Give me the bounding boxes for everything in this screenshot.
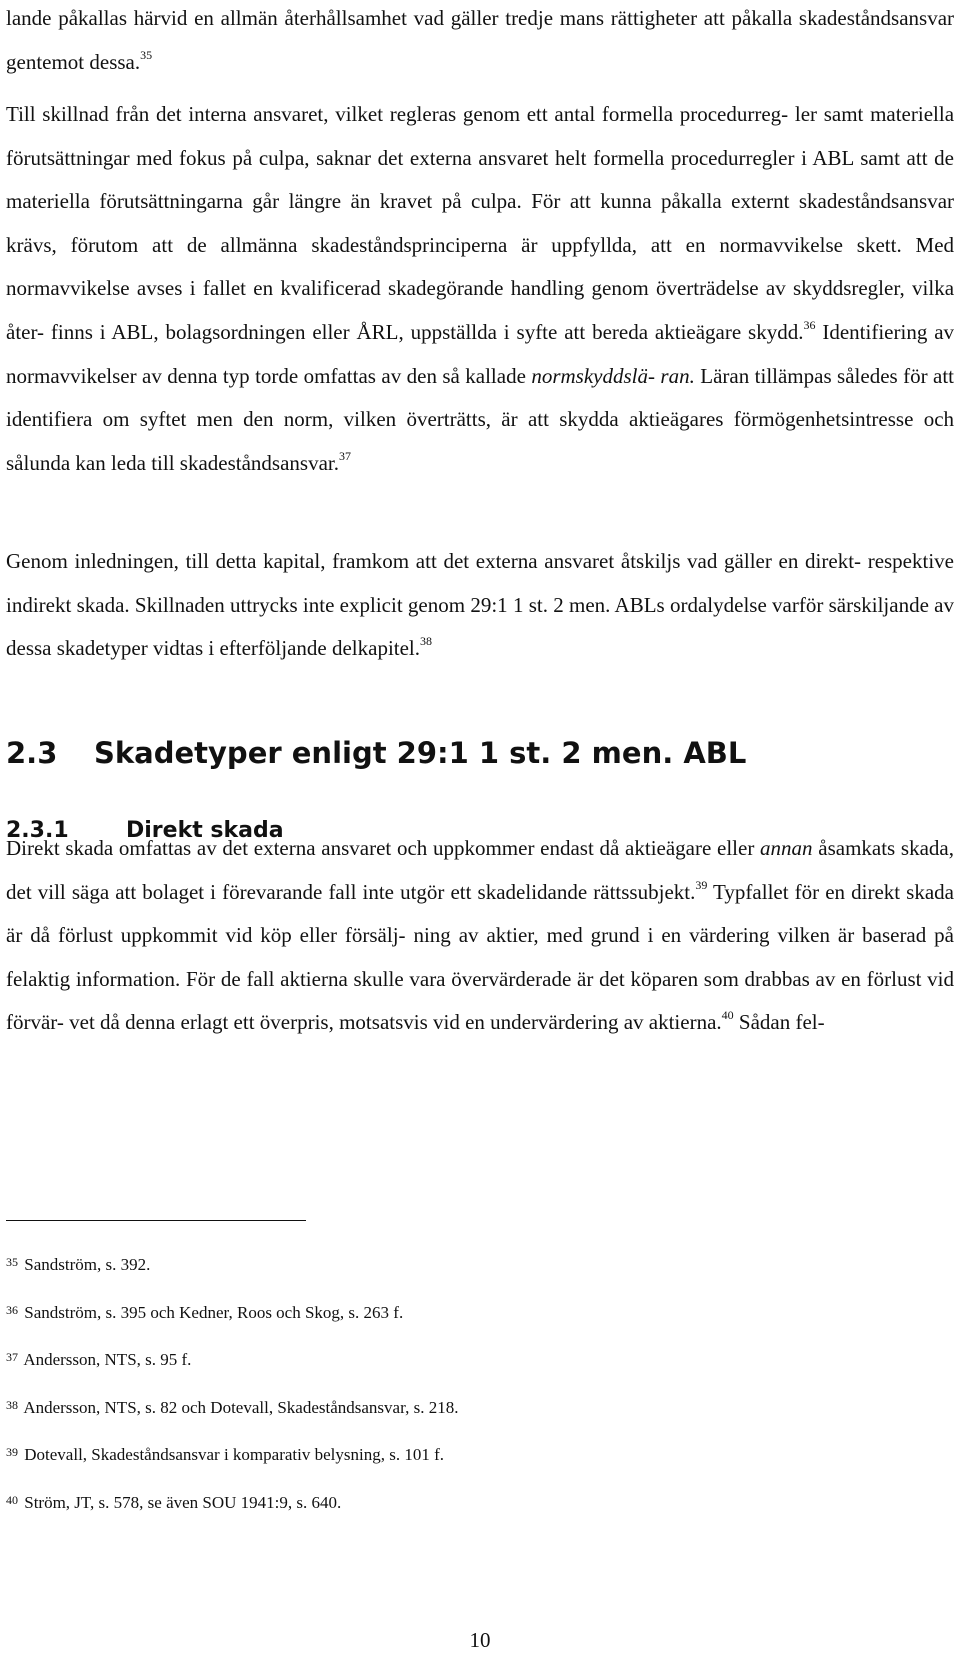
- text-line: ning av aktier, med grund i en värdering vilken är baserad på felaktig information. För de: [6, 923, 954, 991]
- page-number: 10: [469, 1628, 491, 1652]
- footnote-item: [6, 1430, 906, 1478]
- italic-term: ran.: [660, 363, 695, 388]
- text-line: Genom inledningen, till detta kapital, framkom att det externa ansvaret åtskiljs vad gäller en: [6, 549, 799, 573]
- footnote-mark: 36: [6, 1302, 18, 1317]
- text-line: Direkt skada omfattas av det externa ansvaret och uppkommer endast då aktieägare eller: [6, 836, 755, 860]
- text-line: skadeståndsansvar gentemot dessa.: [6, 6, 955, 74]
- text-line: Läran tillämpas således för att identifiera om syftet men den norm, vilken överträtts, är: [6, 363, 954, 432]
- footnote-list: [6, 1240, 906, 1526]
- body-paragraph: [6, 93, 954, 485]
- section-title: Skadetyper enligt 29:1 1 st. 2 men. ABL: [94, 736, 747, 770]
- footnote-divider: [6, 1220, 306, 1221]
- subsection-number: 2.3.1: [6, 818, 69, 843]
- text-line: rättssubjekt.: [593, 879, 696, 904]
- italic-term: annan: [760, 836, 813, 860]
- text-line: att skydda aktieägares förmögenhetsintresse och sålunda kan leda till skadeståndsansvar.: [6, 407, 955, 475]
- text-line: formella procedurregler i ABL samt att de materiella förutsättningarna går längre än kravet: [6, 145, 954, 214]
- footnote-text: Andersson, NTS, s. 82 och Dotevall, Skadeståndsansvar, s. 218.: [23, 1397, 459, 1417]
- footnote-text: Sandström, s. 395 och Kedner, Roos och Skog, s. 263 f.: [24, 1302, 404, 1322]
- text-line: ABLs ordalydelse varför särskiljande av dessa skadetyper vidtas i efterföljande delkapitel.: [6, 592, 954, 661]
- footnote-item: [6, 1478, 906, 1526]
- footnote-item: [6, 1383, 906, 1431]
- text-line: åsamkats skada, det vill säga att bolaget i förevarande fall inte utgör ett skadelidande: [6, 836, 954, 904]
- text-line: Till skillnad från det interna ansvaret, vilket regleras genom ett antal formella procedurreg-: [6, 102, 789, 126]
- footnote-mark: 35: [6, 1255, 18, 1269]
- footnote-item: [6, 1240, 906, 1288]
- footnote-text: Ström, JT, s. 578, se även SOU 1941:9, s. 640.: [24, 1492, 342, 1512]
- text-line: finns i ABL, bolagsordningen eller ÅRL, uppställda i syfte att bereda aktieägare skydd.: [50, 319, 804, 344]
- footnote-ref: 37: [339, 448, 351, 463]
- text-line: fall aktierna skulle vara övervärderade är det köparen som drabbas av en förlust vid förvär-: [6, 966, 955, 1035]
- footnote-text: Andersson, NTS, s. 95 f.: [23, 1350, 192, 1370]
- footnote-ref: 36: [803, 317, 816, 332]
- footnote-mark: 40: [6, 1492, 18, 1507]
- subsection-title: Direkt skada: [126, 818, 284, 843]
- footnote-ref: 39: [695, 877, 708, 892]
- footnote-ref: 40: [721, 1008, 734, 1023]
- text-line: vet då denna erlagt ett överpris, motsatsvis vid en undervärdering av aktierna.: [69, 1010, 722, 1035]
- section-number: 2.3: [6, 736, 58, 770]
- footnote-text: Sandström, s. 392.: [24, 1255, 151, 1274]
- section-heading: [6, 735, 746, 771]
- body-paragraph: [6, 827, 954, 1045]
- text-line: lande påkallas härvid en allmän återhållsamhet vad gäller tredje mans rättigheter att påkalla: [6, 6, 793, 30]
- text-line: fallet en kvalificerad skadegörande handling genom överträdelse av skyddsregler, vilka åter-: [6, 276, 955, 344]
- footnote-ref: 35: [140, 47, 153, 62]
- text-line: Typfallet för en direkt skada är då förlust uppkommit vid köp eller försälj-: [6, 879, 954, 948]
- text-line: på culpa. För att kunna påkalla externt skadeståndsansvar krävs, förutom att de allmänna: [6, 189, 955, 257]
- body-paragraph: [6, 540, 954, 671]
- footnote-text: Dotevall, Skadeståndsansvar i komparativ belysning, s. 101 f.: [24, 1445, 444, 1465]
- footnote-mark: 39: [6, 1445, 18, 1460]
- text-line: direkt- respektive indirekt skada. Skillnaden uttrycks inte explicit genom 29:1 1 st. 2 men.: [6, 549, 954, 617]
- footnote-item: [6, 1288, 906, 1336]
- footnote-ref: 38: [420, 634, 433, 649]
- text-line: Sådan fel-: [733, 1010, 825, 1035]
- footnote-mark: 38: [6, 1397, 18, 1412]
- text-line: skadeståndsprinciperna är uppfyllda, att en normavvikelse skett. Med normavvikelse avses i: [6, 232, 955, 301]
- footnote-mark: 37: [6, 1350, 18, 1365]
- italic-term: normskyddslä-: [531, 363, 655, 388]
- text-line: Identifiering av normavvikelser av denna typ torde omfattas av den så kallade: [6, 319, 955, 388]
- text-line: ler samt materiella förutsättningar med fokus på culpa, saknar det externa ansvaret helt: [6, 102, 955, 170]
- body-paragraph: [6, 0, 954, 84]
- footnote-item: [6, 1335, 906, 1383]
